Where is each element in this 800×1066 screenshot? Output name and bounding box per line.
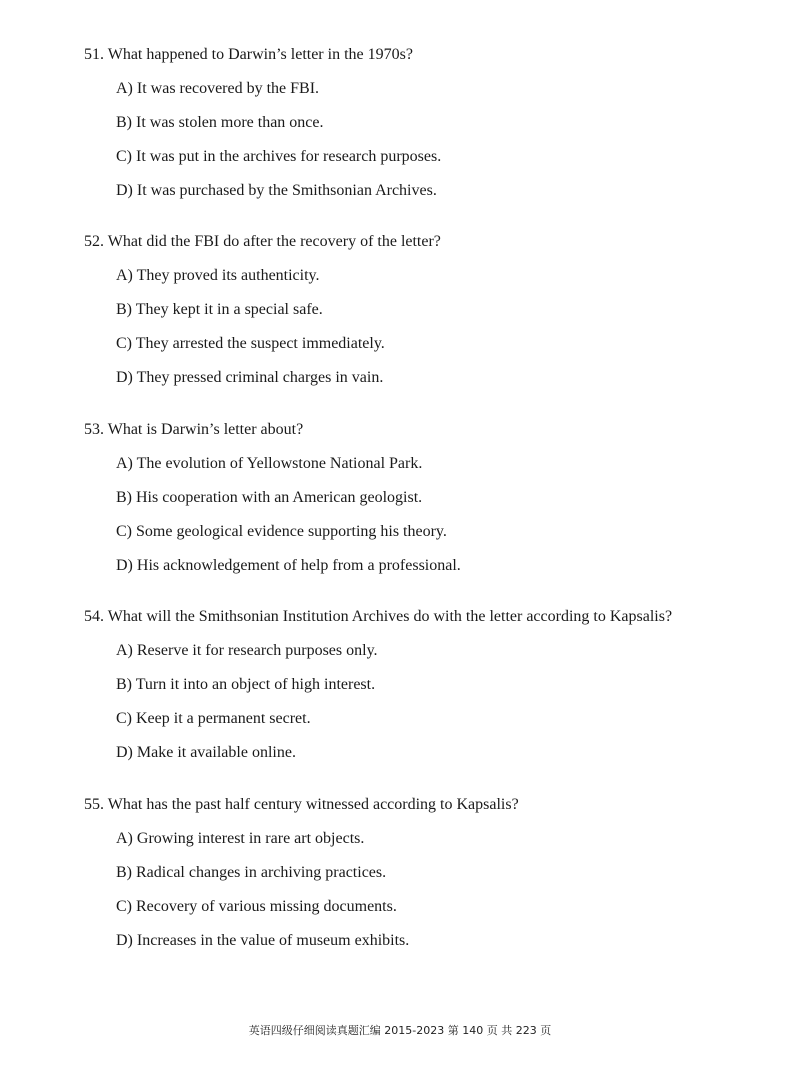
question-stem: 51. What happened to Darwin’s letter in the 1970s?: [84, 46, 413, 63]
page-footer: 英语四级仔细阅读真题汇编 2015-2023 第 140 页 共 223 页: [248, 1024, 552, 1037]
option-d: D) Increases in the value of museum exhibits.: [116, 932, 410, 949]
option-a: A) Growing interest in rare art objects.: [116, 830, 365, 847]
option-b: B) They kept it in a special safe.: [116, 301, 323, 318]
question-54: [84, 607, 784, 777]
question-53: [84, 420, 784, 590]
option-d: D) Make it available online.: [116, 744, 296, 761]
question-55: [84, 795, 784, 965]
option-c: C) Recovery of various missing documents.: [116, 898, 397, 915]
option-a: A) The evolution of Yellowstone National Park.: [116, 455, 423, 472]
option-c: C) They arrested the suspect immediately.: [116, 335, 385, 352]
option-c: C) Some geological evidence supporting his theory.: [116, 523, 447, 540]
options-list: [116, 266, 784, 388]
option-d: D) It was purchased by the Smithsonian Archives.: [116, 182, 437, 199]
question-stem: 54. What will the Smithsonian Institution Archives do with the letter according to Kapsalis?: [84, 608, 673, 625]
option-a: A) It was recovered by the FBI.: [116, 80, 320, 97]
options-list: [116, 79, 784, 201]
option-d: D) His acknowledgement of help from a professional.: [116, 557, 461, 574]
option-b: B) Turn it into an object of high interest.: [116, 676, 376, 693]
question-stem: 52. What did the FBI do after the recovery of the letter?: [84, 233, 441, 250]
option-d: D) They pressed criminal charges in vain.: [116, 369, 384, 386]
options-list: [116, 454, 784, 576]
option-c: C) It was put in the archives for research purposes.: [116, 148, 442, 165]
option-b: B) Radical changes in archiving practices.: [116, 864, 387, 881]
options-list: [116, 641, 784, 763]
option-a: A) They proved its authenticity.: [116, 267, 320, 284]
question-52: [84, 232, 784, 402]
question-stem: 55. What has the past half century witnessed according to Kapsalis?: [84, 796, 519, 813]
question-stem: 53. What is Darwin’s letter about?: [84, 421, 304, 438]
option-b: B) It was stolen more than once.: [116, 114, 324, 131]
options-list: [116, 829, 784, 951]
option-b: B) His cooperation with an American geologist.: [116, 489, 423, 506]
question-51: [84, 45, 784, 215]
option-c: C) Keep it a permanent secret.: [116, 710, 311, 727]
option-a: A) Reserve it for research purposes only.: [116, 642, 378, 659]
